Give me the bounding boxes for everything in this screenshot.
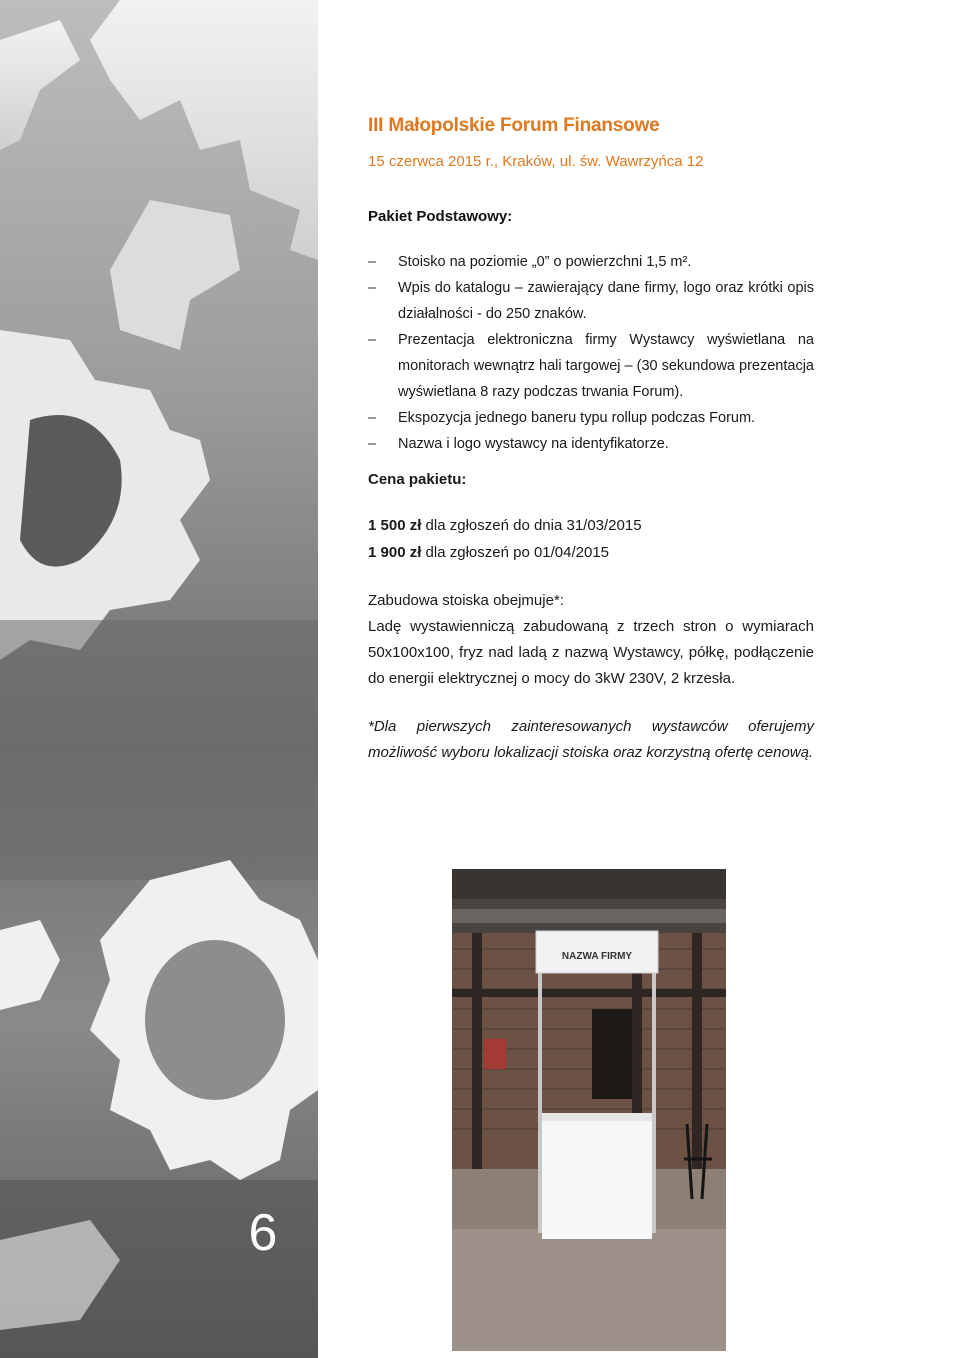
list-item xyxy=(368,431,814,457)
booth-sign-text: NAZWA FIRMY xyxy=(561,951,633,962)
event-title: III Małopolskie Forum Finansowe xyxy=(368,115,660,136)
booth-build-section xyxy=(368,588,814,692)
list-item-text: Nazwa i logo wystawcy na identyfikatorze. xyxy=(398,436,669,452)
gears-illustration xyxy=(0,0,318,1358)
build-description: Ladę wystawienniczą zabudowaną z trzech stron o wymiarach 50x100x100, fryz nad ladą z nazwą Wystawcy, półkę, podłączenie do energii elektrycznej o mocy do 3kW 230V, 2 krzesła. xyxy=(368,618,814,687)
dash-bullet: – xyxy=(368,254,377,270)
list-item xyxy=(368,275,814,327)
dash-bullet: – xyxy=(368,332,377,348)
dash-bullet: – xyxy=(368,280,377,296)
list-item xyxy=(368,405,814,431)
booth-photo xyxy=(452,869,726,1351)
dash-bullet: – xyxy=(368,436,377,452)
offer-note: *Dla pierwszych zainteresowanych wystawców oferujemy możliwość wyboru lokalizacji stoiska oraz korzystną ofertę cenową. xyxy=(368,718,814,761)
page-number: 6 xyxy=(248,1204,278,1262)
dash-bullet: – xyxy=(368,410,377,426)
main-content xyxy=(368,115,814,781)
build-heading: Zabudowa stoiska obejmuje*: xyxy=(368,592,564,609)
event-date-location: 15 czerwca 2015 r., Kraków, ul. św. Wawrzyńca 12 xyxy=(368,153,704,170)
list-item xyxy=(368,327,814,405)
price-heading: Cena pakietu: xyxy=(368,471,467,488)
price-condition: dla zgłoszeń po 01/04/2015 xyxy=(421,544,610,561)
list-item-text: Stoisko na poziomie „0” o powierzchni 1,5 m². xyxy=(398,254,692,270)
list-item-text: Prezentacja elektroniczna firmy Wystawcy wyświetlana na monitorach wewnątrz hali targowej – (30 sekundowa prezentacja wyświetlana 8 razy podczas trwania Forum). xyxy=(398,332,814,400)
price-row xyxy=(368,512,814,539)
package-feature-list xyxy=(368,249,814,457)
price-condition: dla zgłoszeń do dnia 31/03/2015 xyxy=(421,517,642,534)
list-item-text: Wpis do katalogu – zawierający dane firmy, logo oraz krótki opis działalności - do 250 znaków. xyxy=(398,280,814,322)
price-amount: 1 900 zł xyxy=(368,544,422,561)
list-item-text: Ekspozycja jednego baneru typu rollup podczas Forum. xyxy=(398,410,756,426)
booth-photo-illustration xyxy=(452,869,726,1351)
price-amount: 1 500 zł xyxy=(368,517,422,534)
price-row xyxy=(368,539,814,566)
price-list xyxy=(368,512,814,566)
package-heading: Pakiet Podstawowy: xyxy=(368,208,513,225)
list-item xyxy=(368,249,814,275)
decorative-gear-sidebar xyxy=(0,0,318,1358)
